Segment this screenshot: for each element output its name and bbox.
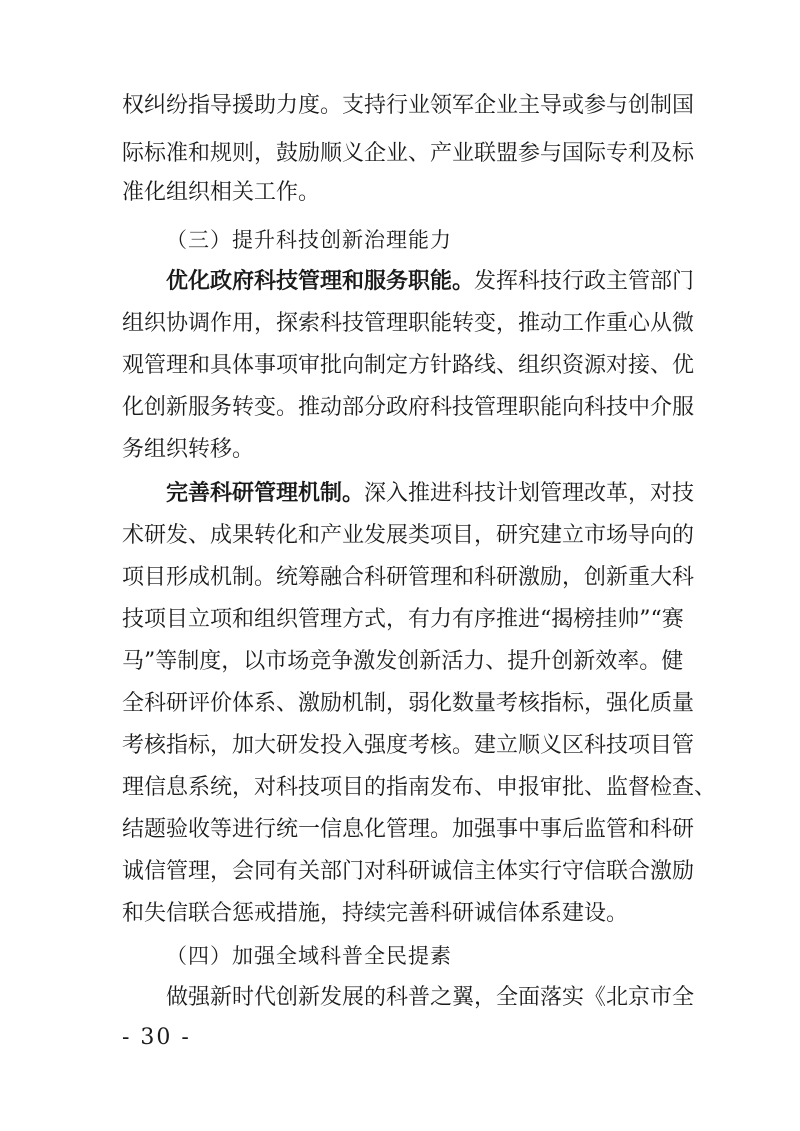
body-line: 理信息系统，对科技项目的指南发布、申报审批、监督检查、	[122, 775, 717, 800]
body-line: 马”等制度，以市场竞争激发创新活力、提升创新效率。健	[122, 649, 684, 674]
page-number: - 30 -	[122, 1025, 191, 1050]
body-text: 发挥科技行政主管部门	[474, 269, 695, 294]
body-line: 组织协调作用，探索科技管理职能转变，推动工作重心从微	[122, 311, 695, 336]
section-heading: （三）提升科技创新治理能力	[166, 228, 452, 252]
section-heading: （四）加强全域科普全民提素	[166, 944, 452, 968]
body-line: 诚信管理，会同有关部门对科研诚信主体实行守信联合激励	[122, 859, 695, 884]
bold-lead: 完善科研管理机制。	[166, 481, 365, 506]
body-line: 际标准和规则，鼓励顺义企业、产业联盟参与国际专利及标	[122, 141, 695, 166]
body-line: 准化组织相关工作。	[122, 180, 321, 205]
body-line: 化创新服务转变。推动部分政府科技管理职能向科技中介服	[122, 395, 695, 420]
body-line: 观管理和具体事项审批向制定方针路线、组织资源对接、优	[122, 353, 695, 378]
bold-lead: 优化政府科技管理和服务职能。	[166, 269, 475, 294]
paragraph-first-line: 做强新时代创新发展的科普之翼，全面落实《北京市全	[166, 985, 695, 1010]
body-line: 和失信联合惩戒措施，持续完善科研诚信体系建设。	[122, 901, 629, 926]
paragraph-first-line	[166, 480, 695, 508]
body-text: 深入推进科技计划管理改革，对技	[364, 481, 695, 506]
body-line: 务组织转移。	[122, 437, 255, 462]
body-line: 权纠纷指导援助力度。支持行业领军企业主导或参与创制国	[122, 93, 695, 118]
body-line: 项目形成机制。统筹融合科研管理和科研激励，创新重大科	[122, 565, 695, 590]
body-line: 结题验收等进行统一信息化管理。加强事中事后监管和科研	[122, 817, 695, 842]
paragraph-first-line	[166, 268, 695, 296]
body-line: 全科研评价体系、激励机制，弱化数量考核指标，强化质量	[122, 691, 695, 716]
body-line: 技项目立项和组织管理方式，有力有序推进“揭榜挂帅”“赛	[122, 607, 684, 632]
body-line: 术研发、成果转化和产业发展类项目，研究建立市场导向的	[122, 523, 695, 548]
body-line: 考核指标，加大研发投入强度考核。建立顺义区科技项目管	[122, 733, 695, 758]
